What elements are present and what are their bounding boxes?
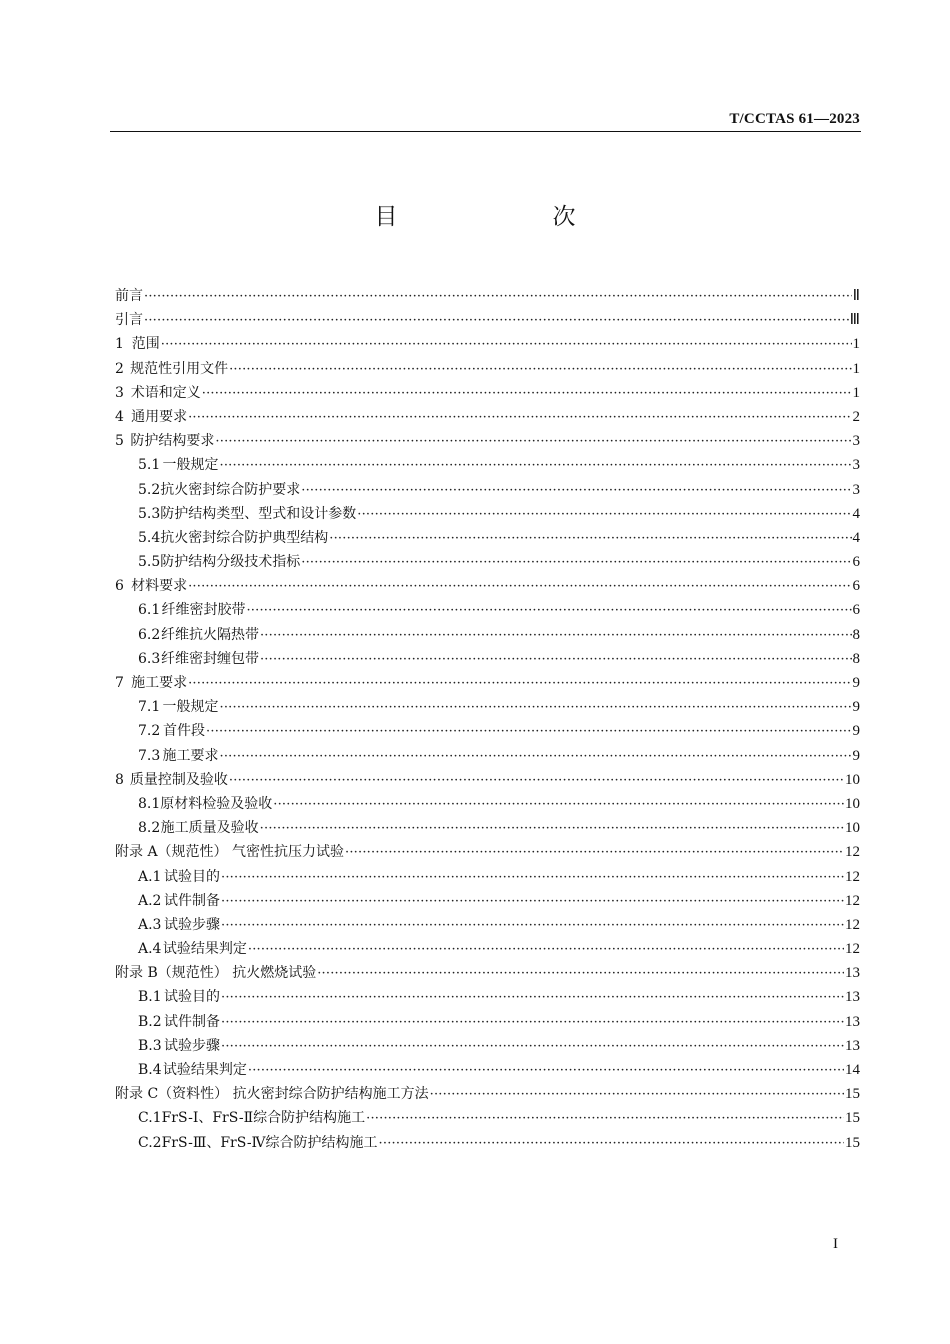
toc-entry-title: 一般规定 bbox=[162, 457, 219, 474]
toc-entry[interactable] bbox=[115, 792, 860, 816]
toc-entry-title: 抗火密封综合防护典型结构 bbox=[160, 529, 329, 546]
toc-entry-number: 8.1 bbox=[138, 795, 161, 812]
dot-leader bbox=[144, 309, 849, 333]
dot-leader bbox=[248, 1059, 844, 1083]
toc-entry-page: 13 bbox=[845, 965, 860, 982]
toc-entry-page: 4 bbox=[852, 505, 860, 522]
toc-entry[interactable] bbox=[115, 913, 860, 937]
toc-entry-page: 15 bbox=[845, 1134, 860, 1151]
toc-entry-page: 10 bbox=[845, 771, 860, 788]
toc-entry-number: 7.3 bbox=[138, 747, 161, 764]
toc-entry-number: A.1 bbox=[138, 868, 162, 885]
toc-entry[interactable] bbox=[115, 1106, 860, 1130]
dot-leader bbox=[206, 720, 851, 744]
toc-entry-page: 2 bbox=[852, 408, 860, 425]
toc-entry-title: 一般规定 bbox=[162, 699, 219, 716]
toc-entry-page: 3 bbox=[852, 433, 860, 450]
dot-leader bbox=[221, 890, 844, 914]
toc-entry[interactable] bbox=[115, 671, 860, 695]
toc-entry-title: 试验目的 bbox=[163, 989, 220, 1006]
toc-entry[interactable] bbox=[115, 816, 860, 840]
toc-entry-page: 10 bbox=[845, 795, 860, 812]
toc-entry-page: 9 bbox=[852, 675, 860, 691]
toc-entry-page: Ⅲ bbox=[849, 312, 860, 329]
toc-entry[interactable] bbox=[115, 381, 860, 405]
dot-leader bbox=[430, 1083, 844, 1107]
dot-leader bbox=[202, 382, 852, 406]
toc-entry-title: FrS-Ⅰ、FrS-Ⅱ综合防护结构施工 bbox=[161, 1110, 366, 1127]
dot-leader bbox=[188, 672, 851, 696]
dot-leader bbox=[144, 285, 852, 309]
dot-leader bbox=[161, 333, 852, 357]
toc-entry[interactable] bbox=[115, 284, 860, 308]
toc-entry-title: 试验结果判定 bbox=[162, 941, 247, 958]
toc-entry[interactable] bbox=[115, 865, 860, 889]
toc-entry-page: 12 bbox=[845, 844, 860, 861]
toc-entry[interactable] bbox=[115, 526, 860, 550]
toc-entry-page: 13 bbox=[845, 1013, 860, 1030]
toc-entry-title: 防护结构分级技术指标 bbox=[160, 554, 301, 571]
toc-entry-number: C.2 bbox=[138, 1134, 162, 1151]
dot-leader bbox=[220, 454, 852, 478]
toc-entry-number: A.3 bbox=[138, 916, 162, 933]
toc-entry-number: 7 bbox=[115, 675, 124, 691]
toc-entry-number: 1 bbox=[115, 336, 124, 353]
toc-entry-title: 原材料检验及验收 bbox=[160, 795, 273, 812]
toc-entry-page: 1 bbox=[852, 360, 860, 377]
toc-entry-title: 附录 B（规范性） 抗火燃烧试验 bbox=[115, 965, 317, 982]
dot-leader bbox=[329, 527, 851, 551]
toc-entry[interactable] bbox=[115, 1058, 860, 1082]
dot-leader bbox=[221, 914, 844, 938]
toc-entry-title: 试件制备 bbox=[163, 1013, 220, 1030]
toc-entry-number: 5.3 bbox=[138, 505, 161, 522]
toc-entry-title: 质量控制及验收 bbox=[129, 771, 228, 788]
toc-entry-page: 3 bbox=[852, 457, 860, 474]
dot-leader bbox=[301, 479, 851, 503]
toc-entry[interactable] bbox=[115, 937, 860, 961]
toc-entry[interactable] bbox=[115, 719, 860, 743]
toc-entry-page: Ⅱ bbox=[852, 288, 860, 304]
toc-entry[interactable] bbox=[115, 1131, 860, 1155]
toc-entry-number: 5.1 bbox=[138, 457, 161, 474]
toc-entry-number: B.2 bbox=[138, 1013, 162, 1030]
toc-entry-title: 纤维密封胶带 bbox=[161, 602, 246, 619]
toc-entry-number: 7.2 bbox=[138, 723, 161, 740]
toc-entry-number: 5.2 bbox=[138, 481, 161, 498]
dot-leader bbox=[246, 599, 851, 623]
toc-entry-title: FrS-Ⅲ、FrS-Ⅳ综合防护结构施工 bbox=[161, 1134, 378, 1151]
dot-leader bbox=[366, 1107, 844, 1131]
toc-entry[interactable] bbox=[115, 1034, 860, 1058]
toc-entry[interactable] bbox=[115, 429, 860, 453]
toc-entry[interactable] bbox=[115, 961, 860, 985]
page-title: 目 次 bbox=[374, 204, 642, 230]
toc-entry-title: 规范性引用文件 bbox=[130, 360, 229, 377]
toc-entry[interactable] bbox=[115, 1082, 860, 1106]
toc-entry[interactable] bbox=[115, 985, 860, 1009]
standard-code: T/CCTAS 61—2023 bbox=[729, 111, 860, 127]
toc-entry-title: 附录 A（规范性） 气密性抗压力试验 bbox=[115, 844, 345, 861]
toc-entry-number: B.4 bbox=[138, 1062, 162, 1078]
toc-entry-title: 通用要求 bbox=[131, 408, 188, 425]
toc-entry-page: 13 bbox=[845, 1037, 860, 1054]
dot-leader bbox=[188, 406, 851, 430]
dot-leader bbox=[379, 1132, 844, 1156]
dot-leader bbox=[260, 648, 852, 672]
toc-entry-title: 试件制备 bbox=[163, 892, 220, 909]
toc-entry[interactable] bbox=[115, 695, 860, 719]
toc-entry-title: 防护结构类型、型式和设计参数 bbox=[160, 505, 357, 522]
toc-entry[interactable] bbox=[115, 478, 860, 502]
toc-entry-page: 8 bbox=[852, 650, 860, 667]
toc-entry[interactable] bbox=[115, 453, 860, 477]
toc-entry-title: 施工要求 bbox=[131, 675, 188, 691]
dot-leader bbox=[215, 430, 851, 454]
toc-entry-title: 纤维抗火隔热带 bbox=[160, 626, 259, 643]
dot-leader bbox=[260, 817, 844, 841]
toc-entry-number: B.1 bbox=[138, 989, 162, 1006]
toc-entry-number: 5.4 bbox=[138, 529, 161, 546]
toc-entry-page: 1 bbox=[852, 384, 860, 401]
toc-entry-page: 15 bbox=[845, 1086, 860, 1103]
dot-leader bbox=[345, 841, 844, 865]
toc-entry-number: 4 bbox=[115, 408, 124, 425]
toc-entry-title: 试验步骤 bbox=[163, 1037, 220, 1054]
toc-entry-number: 6.3 bbox=[138, 650, 161, 667]
dot-leader bbox=[301, 551, 851, 575]
toc-entry[interactable] bbox=[115, 623, 860, 647]
toc-entry-title: 施工质量及验收 bbox=[160, 820, 259, 837]
toc-entry-title: 防护结构要求 bbox=[130, 433, 215, 450]
dot-leader bbox=[221, 1035, 844, 1059]
toc-entry-page: 15 bbox=[845, 1110, 860, 1127]
toc-entry[interactable] bbox=[115, 502, 860, 526]
toc-entry-number: 6.2 bbox=[138, 626, 161, 643]
toc-entry[interactable] bbox=[115, 574, 860, 598]
dot-leader bbox=[220, 745, 852, 769]
dot-leader bbox=[220, 696, 852, 720]
dot-leader bbox=[357, 503, 851, 527]
toc-entry-page: 6 bbox=[852, 554, 860, 571]
toc-entry-number: 8 bbox=[115, 771, 124, 788]
toc-entry-page: 1 bbox=[852, 336, 860, 353]
dot-leader bbox=[221, 866, 844, 890]
toc-entry-number: 8.2 bbox=[138, 820, 161, 837]
toc-entry[interactable] bbox=[115, 598, 860, 622]
toc-entry-number: 5.5 bbox=[138, 554, 161, 571]
toc-entry[interactable] bbox=[115, 1010, 860, 1034]
dot-leader bbox=[229, 358, 851, 382]
toc-entry-page: 12 bbox=[845, 916, 860, 933]
dot-leader bbox=[221, 1011, 844, 1035]
toc-entry-page: 9 bbox=[852, 699, 860, 716]
toc-entry-page: 14 bbox=[845, 1062, 860, 1078]
toc-entry-title: 试验结果判定 bbox=[162, 1062, 247, 1078]
toc-entry-page: 12 bbox=[845, 868, 860, 885]
toc-entry-number: 6.1 bbox=[138, 602, 161, 619]
toc-entry[interactable] bbox=[115, 768, 860, 792]
toc-entry-page: 6 bbox=[852, 602, 860, 619]
toc-entry-number: 3 bbox=[115, 384, 124, 401]
toc-entry[interactable] bbox=[115, 308, 860, 332]
table-of-contents bbox=[115, 284, 860, 1155]
toc-entry-number: B.3 bbox=[138, 1037, 162, 1054]
toc-entry[interactable] bbox=[115, 744, 860, 768]
toc-entry-page: 8 bbox=[852, 626, 860, 643]
toc-entry-title: 附录 C（资料性） 抗火密封综合防护结构施工方法 bbox=[115, 1086, 429, 1103]
toc-entry-number: 5 bbox=[115, 433, 124, 450]
toc-entry[interactable] bbox=[115, 889, 860, 913]
toc-entry-page: 12 bbox=[845, 892, 860, 909]
toc-entry-page: 9 bbox=[852, 747, 860, 764]
toc-entry-number: 2 bbox=[115, 360, 124, 377]
toc-entry-title: 前言 bbox=[115, 288, 143, 304]
dot-leader bbox=[229, 769, 844, 793]
toc-entry-page: 3 bbox=[852, 481, 860, 498]
dot-leader bbox=[273, 793, 844, 817]
toc-entry[interactable] bbox=[115, 840, 860, 864]
toc-entry-number: A.4 bbox=[138, 941, 162, 958]
toc-entry-title: 范围 bbox=[131, 336, 160, 353]
toc-entry-page: 13 bbox=[845, 989, 860, 1006]
toc-entry-title: 材料要求 bbox=[131, 578, 188, 595]
dot-leader bbox=[188, 575, 851, 599]
dot-leader bbox=[317, 962, 844, 986]
toc-entry-number: C.1 bbox=[138, 1110, 162, 1127]
toc-entry[interactable] bbox=[115, 332, 860, 356]
toc-entry-title: 术语和定义 bbox=[130, 384, 201, 401]
toc-entry[interactable] bbox=[115, 550, 860, 574]
toc-entry-number: 6 bbox=[115, 578, 124, 595]
dot-leader bbox=[260, 624, 852, 648]
toc-entry-title: 首件段 bbox=[163, 723, 206, 740]
toc-entry-title: 抗火密封综合防护要求 bbox=[160, 481, 301, 498]
toc-entry[interactable] bbox=[115, 357, 860, 381]
page-number: I bbox=[833, 1236, 838, 1252]
toc-entry-number: 7.1 bbox=[138, 699, 161, 716]
toc-entry-title: 试验目的 bbox=[163, 868, 220, 885]
toc-entry-page: 10 bbox=[845, 820, 860, 837]
toc-entry-title: 引言 bbox=[115, 312, 143, 329]
dot-leader bbox=[221, 986, 844, 1010]
toc-entry-page: 4 bbox=[852, 529, 860, 546]
toc-entry[interactable] bbox=[115, 405, 860, 429]
toc-entry-page: 12 bbox=[845, 941, 860, 958]
toc-entry-title: 试验步骤 bbox=[163, 916, 220, 933]
toc-entry[interactable] bbox=[115, 647, 860, 671]
header-rule bbox=[110, 131, 861, 132]
toc-entry-page: 9 bbox=[852, 723, 860, 740]
toc-entry-number: A.2 bbox=[138, 892, 162, 909]
dot-leader bbox=[248, 938, 844, 962]
toc-entry-title: 纤维密封缠包带 bbox=[160, 650, 259, 667]
toc-entry-title: 施工要求 bbox=[162, 747, 219, 764]
toc-entry-page: 6 bbox=[852, 578, 860, 595]
